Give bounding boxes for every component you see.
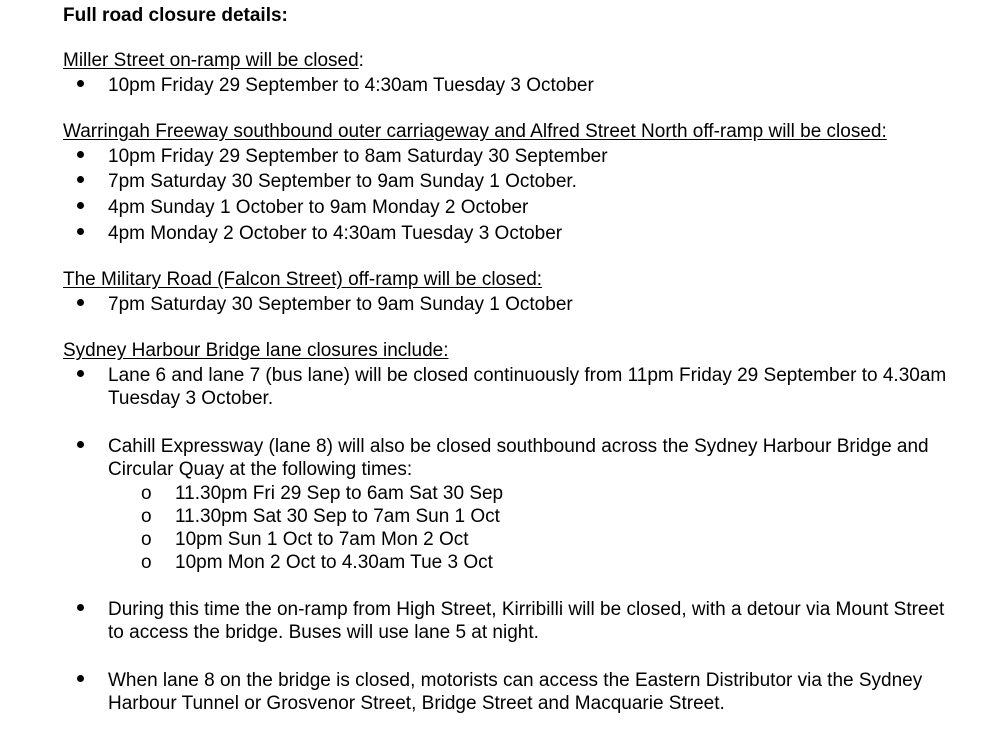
hollow-bullet-icon: o <box>141 529 152 550</box>
bullet-icon <box>73 364 87 386</box>
list-item-text: When lane 8 on the bridge is closed, motorists can access the Eastern Distributor via the Sydney Harbour Tunnel or Grosvenor Street, Bridge Street and Macquarie Street. <box>108 670 923 714</box>
sub-list-item-text: 11.30pm Fri 29 Sep to 6am Sat 30 Sep <box>175 483 504 504</box>
bullet-icon <box>73 196 87 218</box>
sub-list-item-text: 10pm Sun 1 Oct to 7am Mon 2 Oct <box>175 529 469 550</box>
bullet-icon <box>73 293 87 315</box>
list-item-text: 7pm Saturday 30 September to 9am Sunday 1 October <box>108 294 573 315</box>
section-heading-text: Miller Street on-ramp will be closed <box>63 50 359 71</box>
section-heading-suffix: : <box>358 50 364 71</box>
section-heading-miller-street <box>63 50 364 72</box>
list-item-text: Cahill Expressway (lane 8) will also be closed southbound across the Sydney Harbour Bridge and Circular Quay at the following times: <box>108 436 929 480</box>
section-heading-sydney-harbour-bridge <box>63 340 449 362</box>
bullet-icon <box>73 598 87 620</box>
section-heading-text: Warringah Freeway southbound outer carriageway and Alfred Street North off-ramp will be closed: <box>63 121 887 142</box>
list-item-text: During this time the on-ramp from High Street, Kirribilli will be closed, with a detour via Mount Street to access the bridge. Buses will use lane 5 at night. <box>108 599 945 643</box>
hollow-bullet-icon: o <box>141 483 152 504</box>
section-heading-text: The Military Road (Falcon Street) off-ramp will be closed: <box>63 269 543 290</box>
bullet-icon <box>73 669 87 691</box>
page-title: Full road closure details: <box>63 5 288 26</box>
hollow-bullet-icon: o <box>141 506 152 527</box>
sub-list-item-text: 11.30pm Sat 30 Sep to 7am Sun 1 Oct <box>175 506 500 527</box>
section-heading-text: Sydney Harbour Bridge lane closures include: <box>63 340 449 361</box>
section-heading-warringah-freeway <box>63 121 887 143</box>
list-item-text: 10pm Friday 29 September to 4:30am Tuesday 3 October <box>108 75 594 96</box>
list-item-text: 4pm Sunday 1 October to 9am Monday 2 October <box>108 197 529 218</box>
list-item-text: 7pm Saturday 30 September to 9am Sunday 1 October. <box>108 171 577 192</box>
hollow-bullet-icon: o <box>141 552 152 573</box>
bullet-icon <box>73 435 87 457</box>
bullet-icon <box>73 170 87 192</box>
list-item-text: Lane 6 and lane 7 (bus lane) will be closed continuously from 11pm Friday 29 September to 4.30am Tuesday 3 October. <box>108 365 947 409</box>
bullet-icon <box>73 222 87 244</box>
bullet-icon <box>73 74 87 96</box>
sub-list-item-text: 10pm Mon 2 Oct to 4.30am Tue 3 Oct <box>175 552 493 573</box>
list-item-text: 4pm Monday 2 October to 4:30am Tuesday 3 October <box>108 223 563 244</box>
list-item-text: 10pm Friday 29 September to 8am Saturday 30 September <box>108 146 608 167</box>
section-heading-military-road <box>63 269 542 291</box>
bullet-icon <box>73 145 87 167</box>
